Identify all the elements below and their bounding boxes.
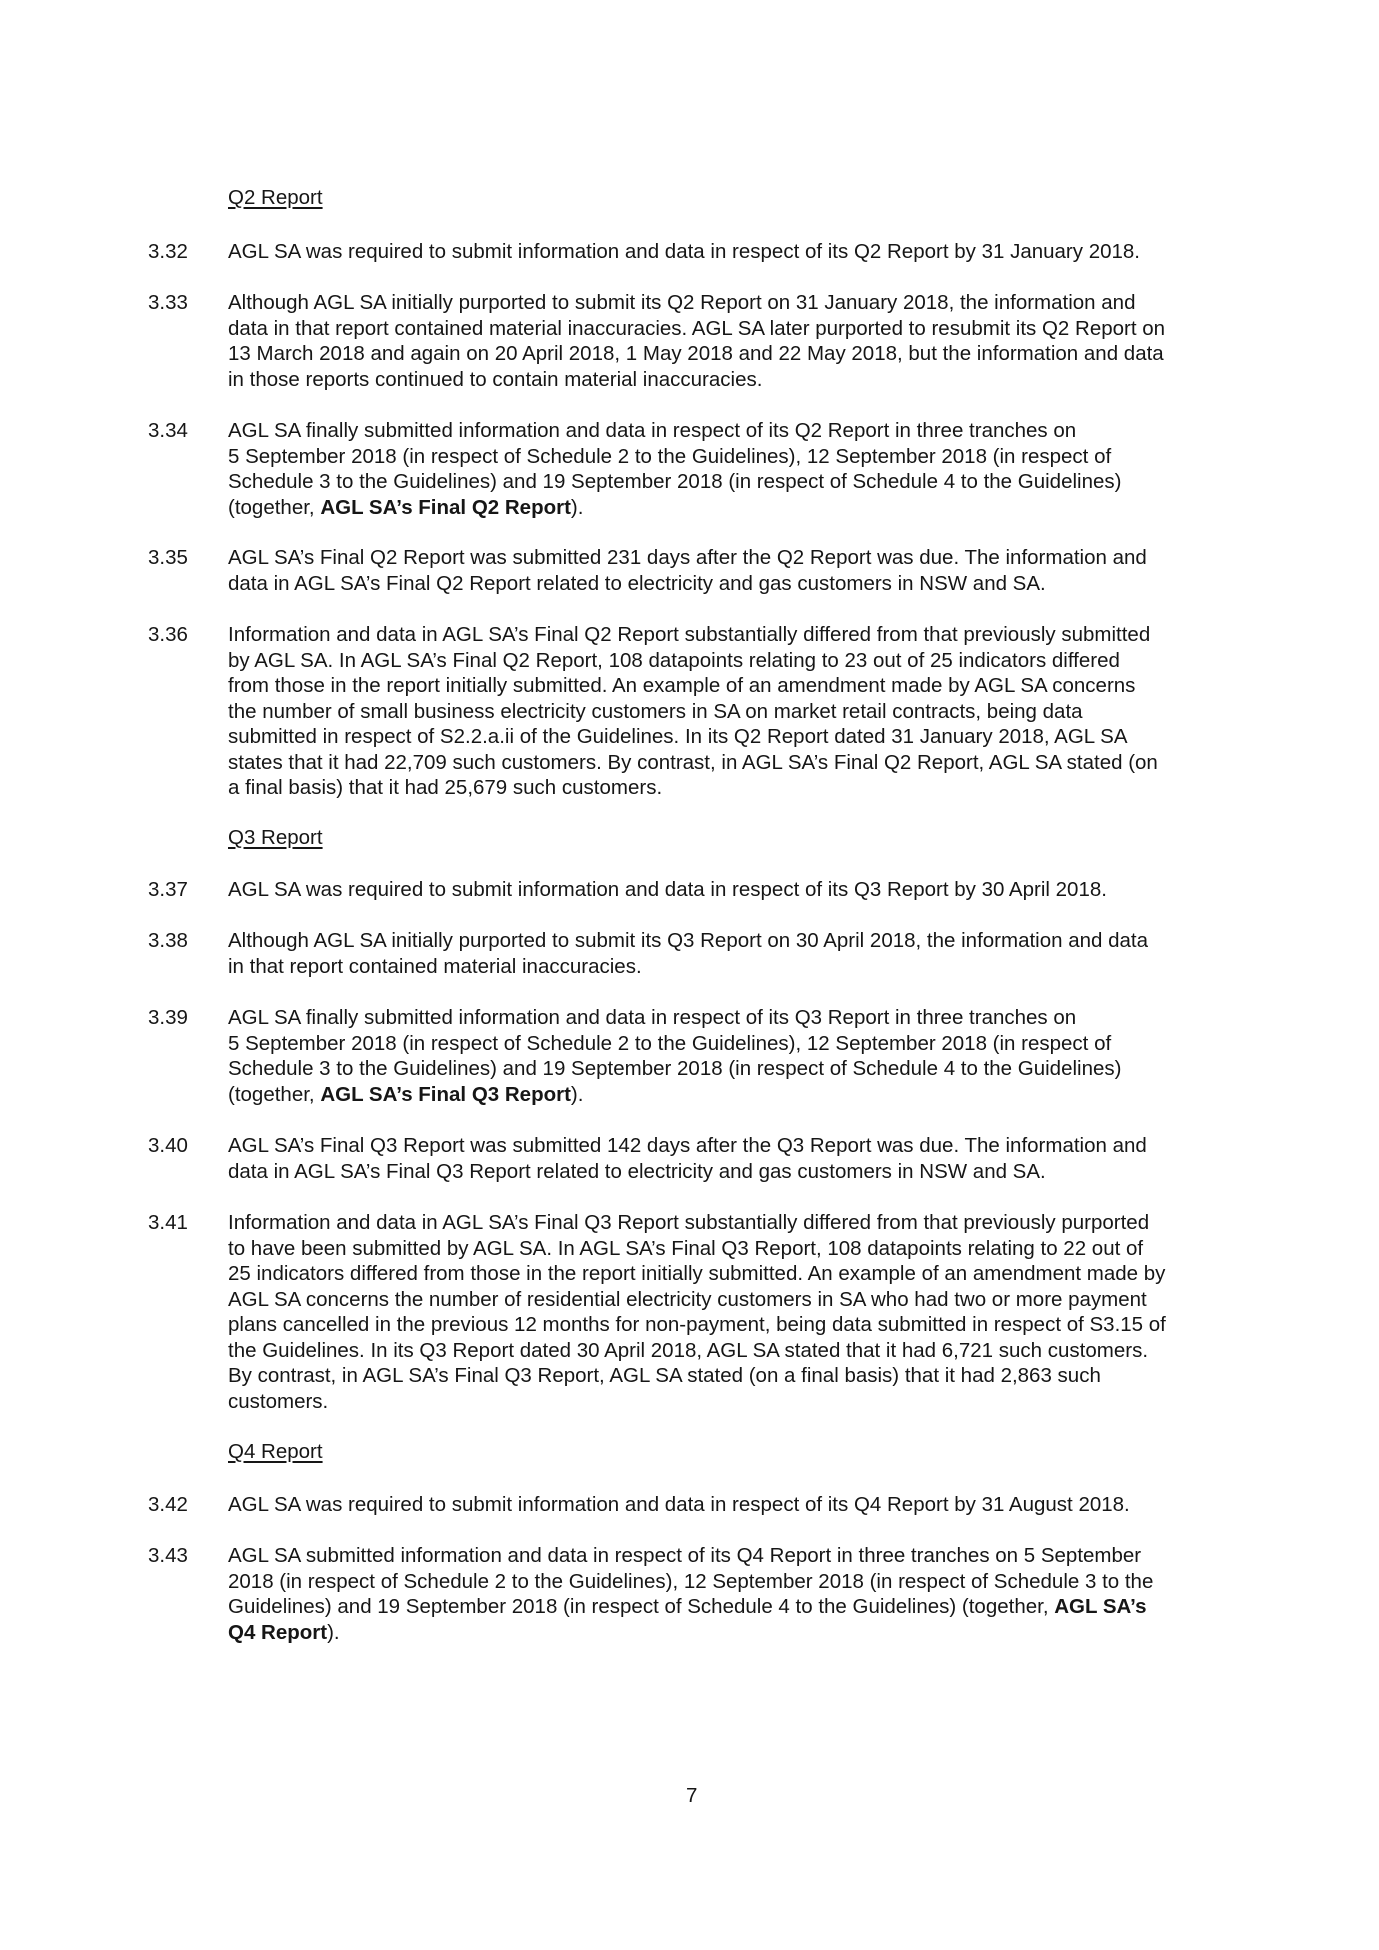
defined-term: AGL SA’s Final Q3 Report [320, 1082, 571, 1106]
paragraph-number: 3.38 [148, 929, 188, 952]
paragraph-text: Although AGL SA initially purported to submit its Q3 Report on 30 April 2018, the information and data in that report contained material inaccuracies. [228, 929, 1149, 978]
paragraph-number: 3.39 [148, 1006, 188, 1029]
paragraph-text: AGL SA finally submitted information and data in respect of its Q3 Report in three tranches on 5 September 2018 (in respect of Schedule 2 to the Guidelines), 12 September 2018 (in respect of Schedule 3 to the Guidelines) and 19 September 2018 (in respect of Schedule 4 to the Guidelines) (together, AGL SA’s Final Q3 Report). [228, 1006, 1122, 1106]
paragraph-text: AGL SA was required to submit information and data in respect of its Q3 Report by 30 April 2018. [228, 878, 1107, 901]
paragraph-text: Although AGL SA initially purported to submit its Q2 Report on 31 January 2018, the information and data in that report contained material inaccuracies. AGL SA later purported to resubmit its Q2 Report on 13 March 2018 and again on 20 April 2018, 1 May 2018 and 22 May 2018, but the information and data in those reports continued to contain material inaccuracies. [228, 291, 1166, 391]
paragraph-number: 3.42 [148, 1493, 188, 1516]
paragraph-number: 3.40 [148, 1134, 188, 1157]
paragraph-text: Information and data in AGL SA’s Final Q2 Report substantially differed from that previously submitted by AGL SA. In AGL SA’s Final Q2 Report, 108 datapoints relating to 23 out of 25 indicators differed from those in the report initially submitted. An example of an amendment made by AGL SA concerns the number of small business electricity customers in SA on market retail contracts, being data submitted in respect of S2.2.a.ii of the Guidelines. In its Q2 Report dated 31 January 2018, AGL SA states that it had 22,709 such customers. By contrast, in AGL SA’s Final Q2 Report, AGL SA stated (on a final basis) that it had 25,679 such customers. [228, 623, 1158, 799]
paragraph-text: AGL SA was required to submit information and data in respect of its Q2 Report by 31 January 2018. [228, 240, 1140, 263]
paragraph-number: 3.34 [148, 419, 188, 442]
paragraph-number: 3.43 [148, 1544, 188, 1567]
paragraph-text: AGL SA submitted information and data in respect of its Q4 Report in three tranches on 5 September 2018 (in respect of Schedule 2 to the Guidelines), 12 September 2018 (in respect of Schedule 3 to the Guidelines) and 19 September 2018 (in respect of Schedule 4 to the Guidelines) (together, AGL SA’s Q4 Report). [228, 1544, 1154, 1644]
page-number: 7 [686, 1784, 698, 1807]
paragraph-number: 3.37 [148, 878, 188, 901]
section-heading-q4: Q4 Report [228, 1440, 323, 1463]
paragraph-number: 3.41 [148, 1211, 188, 1234]
defined-term: Q4 Report [228, 1620, 328, 1644]
section-heading-q3: Q3 Report [228, 826, 323, 849]
paragraph-text: AGL SA finally submitted information and data in respect of its Q2 Report in three tranches on 5 September 2018 (in respect of Schedule 2 to the Guidelines), 12 September 2018 (in respect of Schedule 3 to the Guidelines) and 19 September 2018 (in respect of Schedule 4 to the Guidelines) (together, AGL SA’s Final Q2 Report). [228, 419, 1122, 519]
defined-term: AGL SA’s [1054, 1595, 1147, 1618]
defined-term: AGL SA’s Final Q2 Report [320, 495, 571, 519]
paragraph-text: AGL SA’s Final Q2 Report was submitted 231 days after the Q2 Report was due. The information and data in AGL SA’s Final Q2 Report related to electricity and gas customers in NSW and SA. [228, 546, 1147, 595]
paragraph-number: 3.33 [148, 291, 188, 314]
paragraph-text: Information and data in AGL SA’s Final Q3 Report substantially differed from that previously purported to have been submitted by AGL SA. In AGL SA’s Final Q3 Report, 108 datapoints relating to 22 out of 25 indicators differed from those in the report initially submitted. An example of an amendment made by AGL SA concerns the number of residential electricity customers in SA who had two or more payment plans cancelled in the previous 12 months for non-payment, being data submitted in respect of S3.15 of the Guidelines. In its Q3 Report dated 30 April 2018, AGL SA stated that it had 6,721 such customers. By contrast, in AGL SA’s Final Q3 Report, AGL SA stated (on a final basis) that it had 2,863 such customers. [228, 1211, 1166, 1413]
paragraph-number: 3.32 [148, 240, 188, 263]
paragraph-text: AGL SA’s Final Q3 Report was submitted 142 days after the Q3 Report was due. The information and data in AGL SA’s Final Q3 Report related to electricity and gas customers in NSW and SA. [228, 1134, 1147, 1183]
paragraph-text: AGL SA was required to submit information and data in respect of its Q4 Report by 31 August 2018. [228, 1493, 1130, 1516]
paragraph-number: 3.36 [148, 623, 188, 646]
section-heading-q2: Q2 Report [228, 186, 323, 209]
paragraph-number: 3.35 [148, 546, 188, 569]
